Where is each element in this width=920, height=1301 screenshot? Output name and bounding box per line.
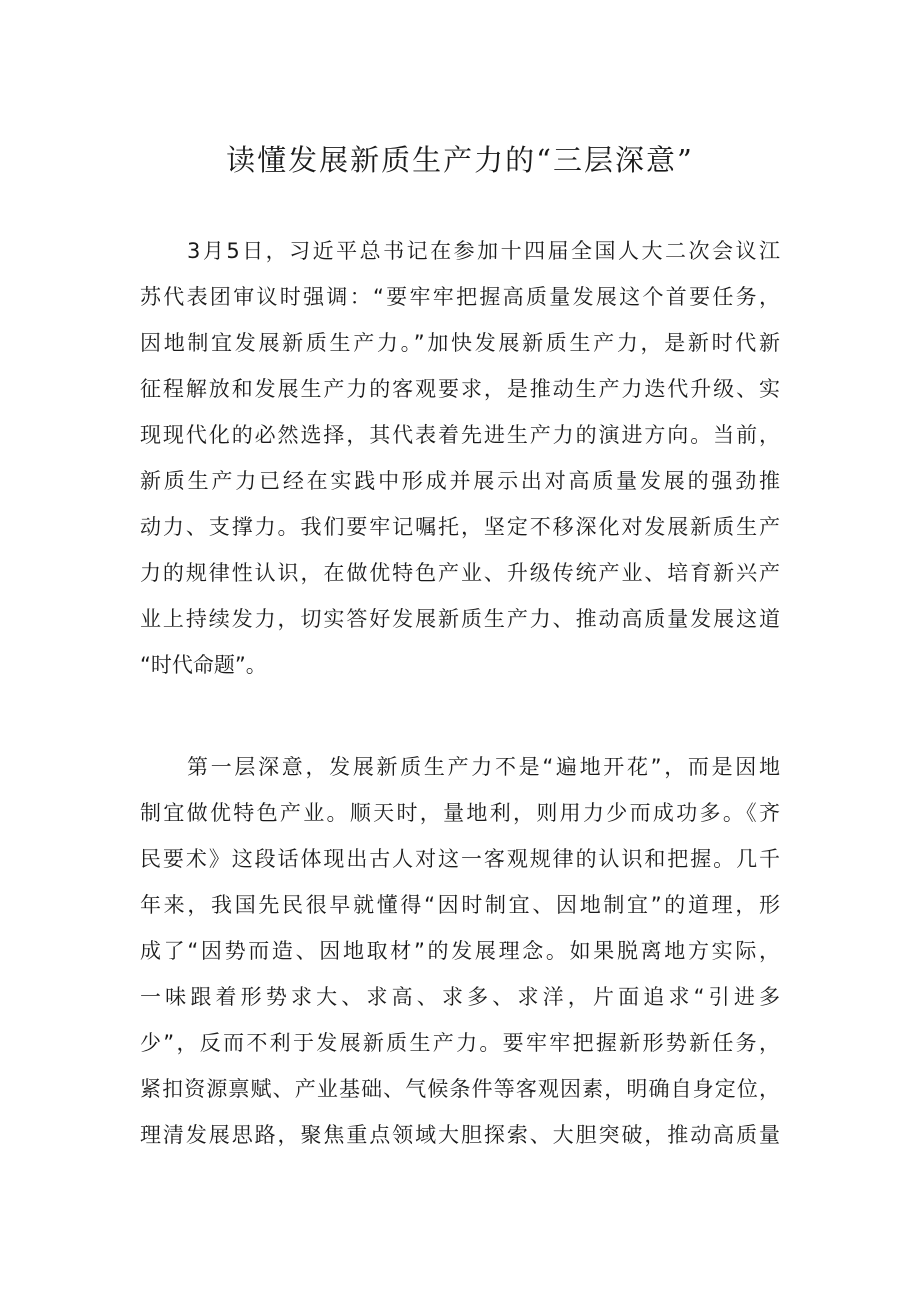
paragraph-line: 理清发展思路，聚焦重点领域大胆探索、大胆突破，推动高质量 [140, 1123, 780, 1147]
paragraph-line: 成了“因势而造、因地取材”的发展理念。如果脱离地方实际， [140, 939, 780, 963]
paragraph-line: 一味跟着形势求大、求高、求多、求洋，片面追求“引进多 [140, 985, 780, 1009]
paragraph-line: 紧扣资源禀赋、产业基础、气候条件等客观因素，明确自身定位， [140, 1077, 780, 1101]
paragraph-line: 制宜做优特色产业。顺天时，量地利，则用力少而成功多。《齐 [140, 801, 780, 825]
document-title: 读懂发展新质生产力的“三层深意” [226, 143, 694, 177]
paragraph-line: 征程解放和发展生产力的客观要求，是推动生产力迭代升级、实 [140, 377, 780, 401]
paragraph-line: 因地制宜发展新质生产力。”加快发展新质生产力，是新时代新 [140, 331, 780, 355]
paragraph-line: 民要术》这段话体现出古人对这一客观规律的认识和把握。几千 [140, 847, 780, 871]
paragraph-line: 业上持续发力，切实答好发展新质生产力、推动高质量发展这道 [140, 607, 780, 631]
paragraph-line: 第一层深意，发展新质生产力不是“遍地开花”，而是因地 [187, 755, 780, 779]
paragraph-line: 苏代表团审议时强调：“要牢牢把握高质量发展这个首要任务， [140, 285, 780, 309]
paragraph-line: 少”，反而不利于发展新质生产力。要牢牢把握新形势新任务， [140, 1031, 780, 1055]
paragraph-line: 新质生产力已经在实践中形成并展示出对高质量发展的强劲推 [140, 469, 780, 493]
paragraph-line: 力的规律性认识，在做优特色产业、升级传统产业、培育新兴产 [140, 561, 780, 585]
paragraph-line: “时代命题”。 [140, 653, 267, 677]
paragraph-line: 3月5日，习近平总书记在参加十四届全国人大二次会议江 [187, 239, 780, 263]
paragraph-line: 现现代化的必然选择，其代表着先进生产力的演进方向。当前， [140, 423, 780, 447]
paragraph-line: 年来，我国先民很早就懂得“因时制宜、因地制宜”的道理，形 [140, 893, 780, 917]
paragraph-line: 动力、支撑力。我们要牢记嘱托，坚定不移深化对发展新质生产 [140, 515, 780, 539]
